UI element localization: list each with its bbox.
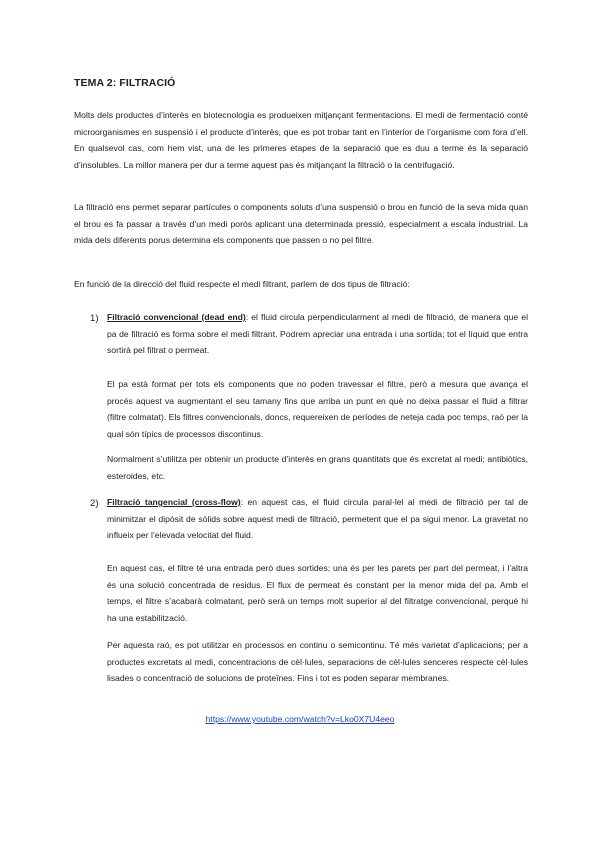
list-item-1-paragraph-3: Normalment s’utilitza per obtenir un producte d’interès en grans quantitats que és excretat al medi: antibiòtics, esteroides, etc. — [107, 454, 528, 481]
list-number-2: 2) — [90, 498, 99, 509]
list-item-1-text: : el fluid circula perpendicularment al medi de filtració, de manera que el pa de filtració es forma sobre el medi filtrant. Podrem apreciar una entrada i una sortida; tot el líquid que entra sortirà pel filtrat o permeat. — [107, 312, 528, 356]
list-item-2-paragraph-2: En aquest cas, el filtre té una entrada però dues sortides; una és per les parets per part del permeat, i l’altra és una solució concentrada de residus. El flux de permeat és constant per la menor mida del pa. Amb el temps, el filtre s’acabarà colmatant, però serà un temps molt superior al del filtratge convencional, perquè hi ha una estabilització. — [107, 563, 528, 623]
list-number-1: 1) — [90, 313, 99, 324]
youtube-link[interactable]: https://www.youtube.com/watch?v=Lko0X7U4eeo — [205, 714, 395, 724]
list-item-2-paragraph-3: Per aquesta raó, es pot utilitzar en processos en continu o semicontinu. Té més varietat d’aplicacions; per a productes excretats al medi, concentracions de cèl·lules, separacions de cèl·lules senceres respecte cèl·lules lisades o concentració de solucions de proteïnes. Fins i tot es poden separar membranes. — [107, 640, 528, 684]
list-item-1-paragraph-2: El pa està format per tots els components que no poden travessar el filtre, però a mesura que avança el procés aquest va augmentant el seu tamany fins que arriba un punt en què no deixa passar el fluid a filtrar (filtre colmatat). Els filtres convencionals, doncs, requereixen de períodes de neteja cada poc temps, raó per la qual són típics de processos discontinus. — [107, 379, 528, 439]
intro-paragraph-2: La filtració ens permet separar partícules o components soluts d’una suspensió o brou en funció de la seva mida quan el brou es fa passar a través d’un medi porós aplicant una determinada pressió, especialment a escala industrial. La mida dels diferents porus determina els components que passen o no pel filtre. — [74, 202, 528, 246]
list-item-2-text: : en aquest cas, el fluid circula paral·lel al medi de filtració per tal de minimitzar el dipòsit de sòlids sobre aquest medi de filtració, permetent que el pa sigui menor. La gravetat no influeix per l’elevada velocitat del fluid. — [107, 497, 529, 541]
page-title: TEMA 2: FILTRACIÓ — [74, 77, 176, 89]
list-item-2-term: Filtració tangencial (cross-flow) — [107, 497, 241, 507]
intro-paragraph-1: Molts dels productes d’interès en biotecnologia es produeixen mitjançant fermentacions. El medi de fermentació conté microorganismes en suspensió i el producte d’interès, que es pot trobar tant en l’interior de l’organisme com fora d’ell. En qualsevol cas, com hem vist, una de les primeres etapes de la separació que es duu a terme és la separació d’insolubles. La millor manera per dur a terme aquest pas és mitjançant la filtració o la centrifugació. — [74, 110, 528, 170]
list-item-1-term: Filtració convencional (dead end) — [107, 312, 246, 322]
list-item-2-lead — [107, 494, 528, 544]
intro-paragraph-3: En funció de la direcció del fluid respecte el medi filtrant, parlem de dos tipus de filtració: — [74, 279, 410, 289]
list-item-1-lead — [107, 309, 528, 359]
